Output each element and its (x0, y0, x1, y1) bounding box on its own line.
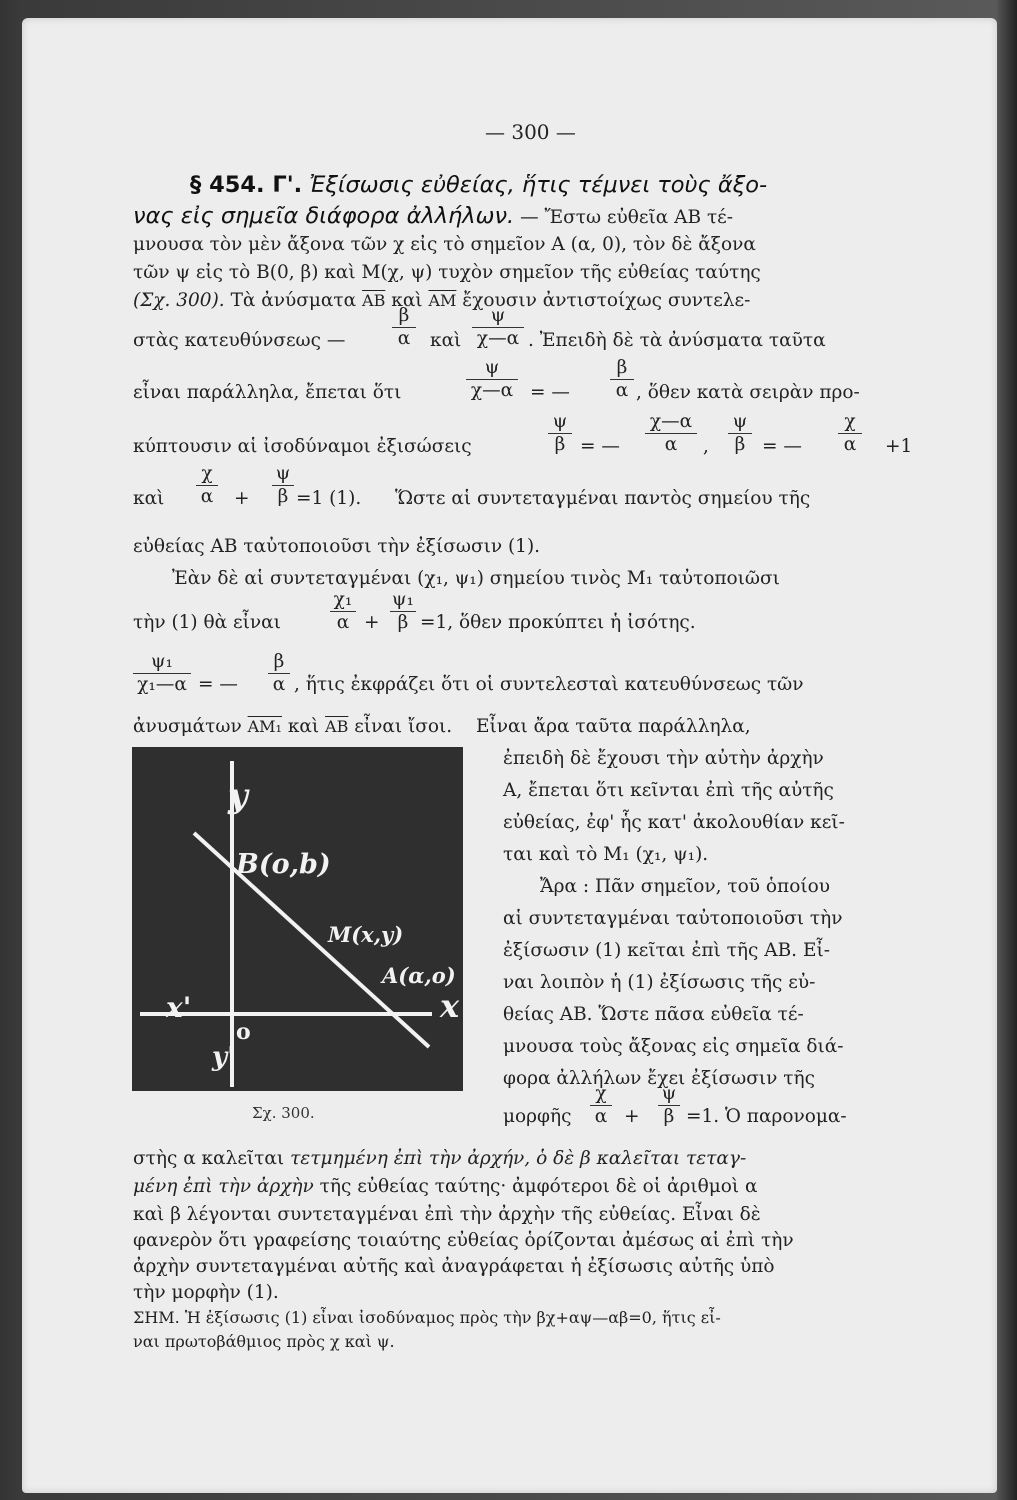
fraction-psi-over-b (272, 464, 294, 507)
numerator: ψ₁ (392, 589, 414, 610)
label-y: y (228, 776, 248, 816)
denominator: χ₁—α (137, 674, 187, 695)
fraction-x-minus-a-over-a (645, 412, 697, 455)
label-origin: o (236, 1019, 251, 1045)
text-run: τῆς εὐθείας ταύτης· ἀμφότεροι δὲ οἱ ἀριθμοὶ α (319, 1176, 758, 1197)
note-line: ΣΗΜ. Ἡ ἐξίσωσις (1) εἶναι ἰσοδύναμος πρὸς τὴν βχ+αψ—αβ=0, ἥτις εἶ- (133, 1308, 721, 1327)
text-line: φανερὸν ὅτι γραφείσης τοιαύτης εὐθείας ὁρίζονται ἀμέσως αἱ ἐπὶ τὴν (133, 1230, 794, 1251)
figure-ref: (Σχ. 300). (133, 290, 225, 311)
text-run: ἔχουσιν ἀντιστοίχως συντελε- (462, 290, 751, 311)
label-A: A(α,o) (382, 963, 456, 988)
text-run: . Ἐπειδὴ δὲ τὰ ἀνύσματα ταῦτα (528, 330, 826, 351)
numerator: ψ (732, 411, 748, 432)
text-run: Τὰ ἀνύσματα (230, 290, 357, 311)
denominator: α (615, 380, 629, 401)
vector-AB: $\overline{AB}$ (362, 291, 386, 310)
vector-AM1: ΑΜ₁ (247, 717, 282, 736)
figure-svg (132, 747, 463, 1091)
text-line: μνουσα τοὺς ἄξονας εἰς σημεῖα διά- (503, 1036, 844, 1057)
text-run: καὶ (133, 488, 165, 509)
numerator: ψ (484, 357, 500, 378)
fraction-b-over-a (610, 358, 634, 401)
text-line (133, 716, 751, 737)
operator: = — (530, 382, 570, 403)
fraction-psi-over-x-minus-a (472, 306, 524, 349)
operator: + (364, 612, 380, 633)
vector-AB: $\overline{AB}$ (325, 717, 349, 736)
numerator: ψ₁ (151, 651, 173, 672)
figure-300 (132, 747, 463, 1091)
text-line: καὶ β λέγονται συντεταγμέναι ἐπὶ τὴν ἀρχὴν τῆς εὐθείας. Εἶναι δὲ (133, 1204, 761, 1225)
text-run: , ἥτις ἐκφράζει ὅτι οἱ συντελεσταὶ κατευθύνσεως τῶν (294, 674, 804, 695)
denominator: χ—α (476, 328, 520, 349)
text-line: τῶν ψ εἰς τὸ Β(0, β) καὶ Μ(χ, ψ) τυχὸν σημεῖον τῆς εὐθείας ταύτης (133, 262, 761, 283)
label-B: B(o,b) (236, 849, 331, 880)
text-line (133, 290, 750, 311)
note-line: ναι πρωτοβάθμιος πρὸς χ καὶ ψ. (133, 1332, 395, 1351)
fraction-x-over-a (838, 412, 862, 455)
text-run: Εἶναι ἄρα ταῦτα παράλληλα, (476, 716, 751, 737)
text-run: καὶ (287, 716, 320, 737)
text-line: ἀρχὴν συντεταγμέναι αὐτῆς καὶ ἀναγράφεται ἡ ἐξίσωσις αὐτῆς ὑπὸ (133, 1256, 775, 1277)
denominator: β (277, 486, 289, 507)
denominator: β (554, 434, 566, 455)
vector-AM: $\overline{AM}$ (428, 291, 457, 310)
text-line: Α, ἔπεται ὅτι κεῖνται ἐπὶ τῆς αὐτῆς (503, 780, 834, 801)
denominator: α (843, 434, 857, 455)
denominator: β (397, 612, 409, 633)
numerator: β (616, 357, 628, 378)
numerator: ψ (661, 1083, 677, 1104)
operator: + (624, 1106, 640, 1127)
operator: = — (198, 674, 238, 695)
text-run: τὴν (1) θὰ εἶναι (133, 612, 281, 633)
fraction-psi-over-x-minus-a (466, 358, 518, 401)
fraction-psi1-over-b (390, 590, 416, 633)
text-run: στὴς α καλεῖται (133, 1148, 285, 1169)
fraction-psi-over-b (548, 412, 572, 455)
denominator: α (594, 1106, 608, 1127)
operator: = — (580, 436, 620, 457)
heading-line2 (133, 203, 733, 229)
text-run: Ὥστε αἱ συντεταγμέναι παντὸς σημείου τῆς (395, 488, 811, 509)
text-run-italic: τετμημένη ἐπὶ τὴν ἀρχήν, ὁ δὲ β καλεῖται τεταγ- (290, 1148, 747, 1169)
text-line: φορα ἀλλήλων ἔχει ἐξίσωσιν τῆς (503, 1068, 815, 1089)
text-run: — Ἔστω εὐθεῖα ΑΒ τέ- (520, 207, 734, 228)
denominator: α (664, 434, 678, 455)
fraction-x-over-a (196, 464, 218, 507)
denominator: α (336, 612, 350, 633)
fraction-psi-over-b (728, 412, 752, 455)
text-line: εὐθείας, ἐφ' ἧς κατ' ἀκολουθίαν κεῖ- (503, 812, 845, 833)
text-line (133, 1176, 758, 1197)
label-M: M(x,y) (328, 922, 404, 947)
section-title-line2: νας εἰς σημεῖα διάφορα ἀλλήλων. (133, 203, 515, 229)
numerator: β (273, 651, 285, 672)
fraction-b-over-a (392, 306, 416, 349)
fraction-x1-over-a (330, 590, 356, 633)
text-line (133, 1148, 746, 1169)
text-line: ἐξίσωσιν (1) κεῖται ἐπὶ τῆς ΑΒ. Εἶ- (503, 940, 830, 961)
page-number: — 300 — (485, 120, 576, 144)
text-run: καὶ (430, 330, 462, 351)
binding-edge (997, 0, 1017, 1500)
numerator: ψ (275, 463, 291, 484)
numerator: ψ (490, 305, 506, 326)
text-run: εἶναι παράλληλα, ἔπεται ὅτι (133, 382, 402, 403)
text-run: ἀνυσμάτων (133, 716, 242, 737)
section-title-line1: Ἐξίσωσις εὐθείας, ἥτις τέμνει τοὺς ἄξο- (309, 172, 768, 198)
operator: = — (762, 436, 802, 457)
label-x: x (440, 987, 460, 1025)
numerator: ψ (552, 411, 568, 432)
denominator: β (663, 1106, 675, 1127)
operator: + (234, 488, 250, 509)
equation-1: =1 (1). (296, 488, 362, 509)
text-run: , ὅθεν κατὰ σειρὰν προ- (636, 382, 860, 403)
figure-caption: Σχ. 300. (252, 1104, 315, 1122)
text-line: αἱ συντεταγμέναι ταὐτοποιοῦσι τὴν (503, 908, 843, 929)
text-line: μνουσα τὸν μὲν ἄξονα τῶν χ εἰς τὸ σημεῖον Α (α, 0), τὸν δὲ ἄξονα (133, 234, 756, 255)
denominator: χ—α (470, 380, 514, 401)
fraction-psi-over-b (658, 1084, 680, 1127)
text-run: =1. Ὁ παρονομα- (686, 1106, 847, 1127)
numerator: χ₁ (333, 589, 353, 610)
text-line: Ἐὰν δὲ αἱ συντεταγμέναι (χ₁, ψ₁) σημείου τινὸς Μ₁ ταὐτοποιῶσι (172, 568, 780, 589)
text-run: στὰς κατευθύνσεως — (133, 330, 346, 351)
text-run: κύπτουσιν αἱ ἰσοδύναμοι ἐξισώσεις (133, 436, 472, 457)
numerator: β (398, 305, 410, 326)
operator: , (703, 436, 709, 457)
fraction-b-over-a (268, 652, 290, 695)
label-x-prime: x' (166, 991, 192, 1024)
text-line: θείας ΑΒ. Ὥστε πᾶσα εὐθεῖα τέ- (503, 1004, 804, 1025)
text-line: τὴν μορφὴν (1). (133, 1282, 279, 1303)
section-number: § 454. Γ'. (190, 172, 303, 198)
numerator: χ (844, 411, 856, 432)
numerator: χ (595, 1083, 607, 1104)
label-y-prime: y' (212, 1042, 236, 1072)
text-line: ναι λοιπὸν ἡ (1) ἐξίσωσις τῆς εὐ- (503, 972, 816, 993)
operator: +1 (885, 436, 913, 457)
denominator: α (397, 328, 411, 349)
numerator: χ—α (649, 411, 693, 432)
text-run: μορφῆς (503, 1106, 572, 1127)
denominator: α (200, 486, 214, 507)
text-line: εὐθείας ΑΒ ταὐτοποιοῦσι τὴν ἐξίσωσιν (1). (133, 536, 541, 557)
text-run: =1, ὅθεν προκύπτει ἡ ἰσότης. (420, 612, 696, 633)
text-line: ται καὶ τὸ Μ₁ (χ₁, ψ₁). (503, 844, 709, 865)
text-line: Ἄρα : Πᾶν σημεῖον, τοῦ ὁποίου (540, 876, 830, 897)
numerator: χ (201, 463, 213, 484)
denominator: α (272, 674, 286, 695)
text-line: ἐπειδὴ δὲ ἔχουσι τὴν αὐτὴν ἀρχὴν (503, 748, 824, 769)
section-heading (190, 172, 767, 198)
text-run: εἶναι ἴσοι. (354, 716, 453, 737)
text-run-italic: μένη ἐπὶ τὴν ἀρχὴν (133, 1176, 314, 1197)
fraction-x-over-a (590, 1084, 612, 1127)
fraction-psi1-over-x1-minus-a (133, 652, 191, 695)
text-run: καὶ (391, 290, 423, 311)
denominator: β (734, 434, 746, 455)
